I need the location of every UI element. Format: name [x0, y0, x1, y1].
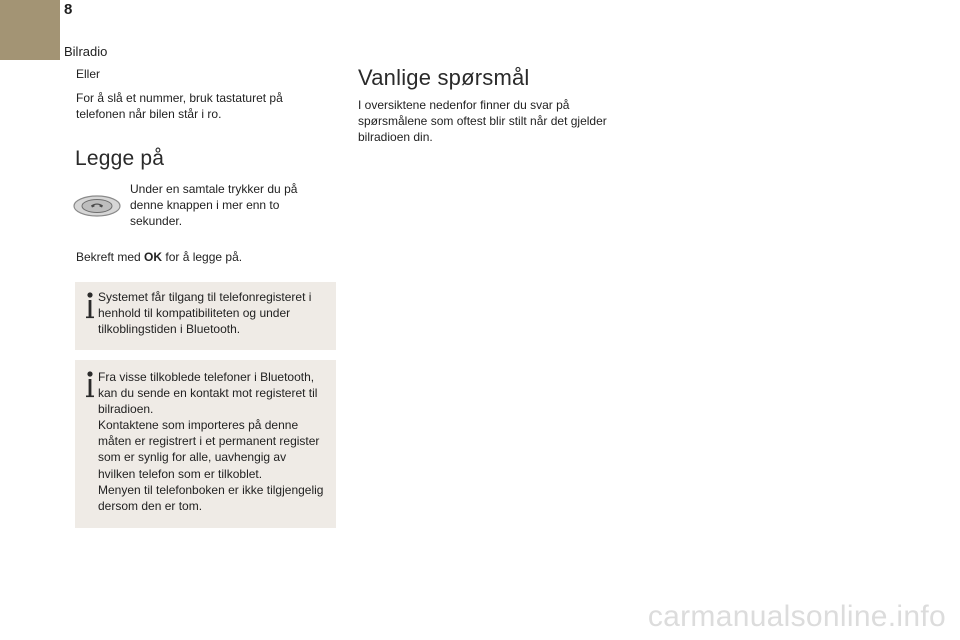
hangup-instruction: Under en samtale trykker du på denne knappen i mer enn to sekunder.	[130, 182, 298, 228]
info-line: dersom den er tom.	[98, 498, 203, 513]
info-icon	[85, 371, 95, 399]
info-box-1-text: Systemet får tilgang til telefonregisteret i henhold til kompatibiliteten og under tilkoblingstiden i Bluetooth.	[98, 290, 312, 337]
eller-text: Eller	[76, 67, 101, 81]
faq-heading: Vanlige spørsmål	[358, 65, 530, 90]
info-box-2-text	[98, 369, 334, 514]
info-line: kan du sende en kontakt mot registeret til	[98, 386, 318, 401]
info-line: hvilken telefon som er tilkoblet.	[98, 466, 263, 481]
info-line: Fra visse tilkoblede telefoner i Bluetooth,	[98, 370, 315, 384]
info-line: Kontaktene som importeres på denne	[98, 418, 299, 433]
watermark: carmanualsonline.info	[647, 600, 946, 633]
hangup-heading: Legge på	[75, 147, 165, 170]
faq-intro: I oversiktene nedenfor finner du svar på spørsmålene som oftest blir stilt når det gjelder bilradioen din.	[358, 98, 607, 144]
section-title: Bilradio	[64, 44, 108, 59]
info-line: bilradioen.	[98, 402, 154, 417]
page-number: 8	[64, 1, 73, 18]
info-line: som er synlig for alle, uavhengig av	[98, 450, 287, 465]
info-line: måten er registrert i et permanent register	[98, 434, 320, 449]
hangup-button-icon	[72, 193, 122, 219]
dial-instruction: For å slå et nummer, bruk tastaturet på telefonen når bilen står i ro.	[76, 91, 283, 121]
info-line: Menyen til telefonboken er ikke tilgjengelig	[98, 482, 324, 497]
info-box-1	[75, 282, 336, 350]
page-tab	[0, 0, 60, 60]
info-box-2	[75, 360, 336, 528]
confirm-text: Bekreft med OK for å legge på.	[76, 250, 243, 264]
info-icon	[85, 292, 95, 320]
